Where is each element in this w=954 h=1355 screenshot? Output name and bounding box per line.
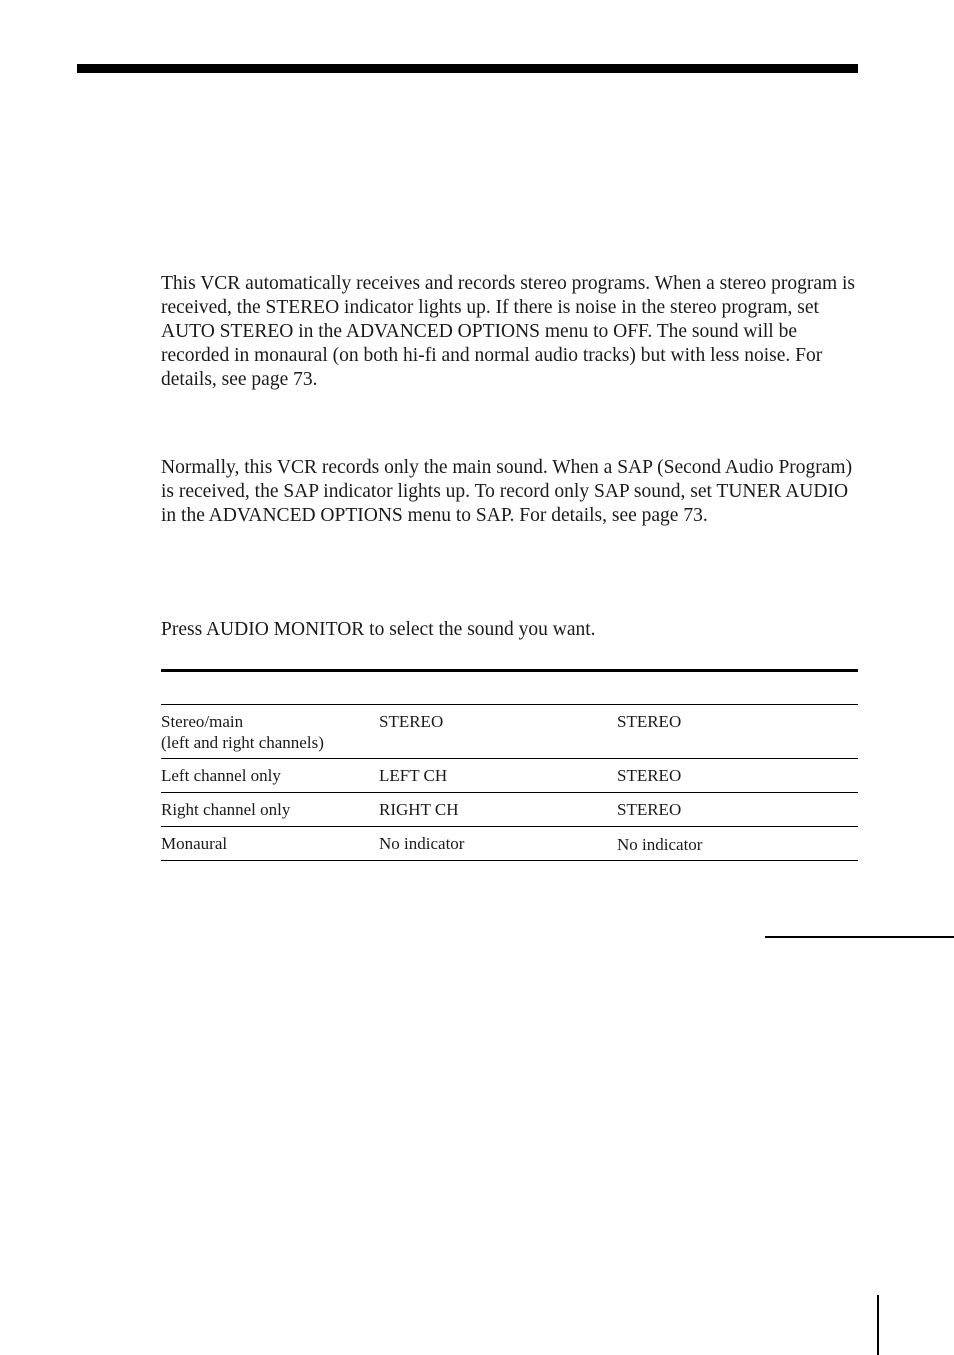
- sound-cell: Monaural: [161, 834, 228, 853]
- sound-cell: Right channel only: [161, 800, 291, 819]
- sound-cell-line: Stereo/main: [161, 712, 244, 731]
- indicator-cell: No indicator: [617, 835, 703, 854]
- table-header-rule: [161, 669, 858, 672]
- indicator-cell: STEREO: [617, 800, 682, 819]
- indicator-cell: STEREO: [379, 712, 444, 731]
- table-row: [161, 827, 858, 861]
- audio-monitor-table: [161, 704, 858, 861]
- page-margin-rule: [877, 1295, 879, 1355]
- sap-paragraph: Normally, this VCR records only the main sound. When a SAP (Second Audio Program) is received, the SAP indicator lights up. To record only SAP sound, set TUNER AUDIO in the ADVANCED OPTIONS menu to SAP. For details, see page 73.: [161, 457, 853, 526]
- stereo-paragraph: This VCR automatically receives and records stereo programs. When a stereo program is received, the STEREO indicator lights up. If there is noise in the stereo program, set AUTO STEREO in the ADVANCED OPTIONS menu to OFF. The sound will be recorded in monaural (on both hi-fi and normal audio tracks) but with less noise. For details, see page 73.: [161, 273, 856, 390]
- sound-cell: [161, 711, 371, 753]
- sound-cell-line: (left and right channels): [161, 733, 324, 752]
- audio-monitor-paragraph: Press AUDIO MONITOR to select the sound you want.: [161, 619, 596, 640]
- indicator-cell: RIGHT CH: [379, 800, 459, 819]
- table-row: [161, 793, 858, 827]
- table-row: [161, 705, 858, 759]
- table-row: [161, 759, 858, 793]
- indicator-cell: LEFT CH: [379, 766, 448, 785]
- sound-cell: Left channel only: [161, 766, 281, 785]
- indicator-cell: STEREO: [617, 712, 682, 731]
- continued-rule: [765, 936, 954, 938]
- indicator-cell: No indicator: [379, 834, 465, 853]
- header-rule: [77, 64, 858, 73]
- indicator-cell: STEREO: [617, 766, 682, 785]
